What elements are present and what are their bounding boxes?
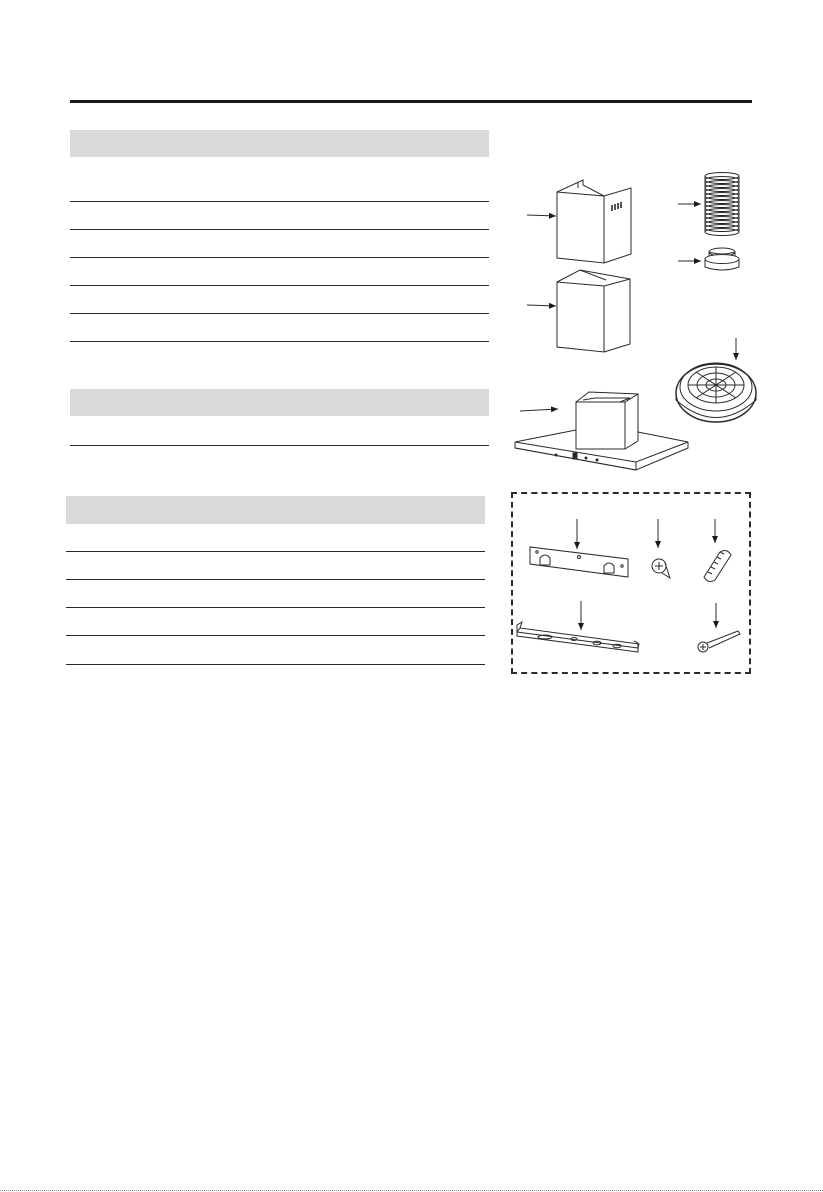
wall-bracket-icon [530, 547, 628, 577]
exhaust-hose-icon [705, 173, 739, 236]
long-screw-icon [698, 631, 740, 652]
screw-icon [652, 559, 670, 578]
wall-plug-icon [704, 551, 731, 582]
hood-body-icon [515, 392, 688, 470]
arrow-icon [527, 215, 556, 216]
upper-chimney-icon [557, 180, 631, 263]
arrow-icon [520, 409, 558, 411]
page-edge [0, 1190, 823, 1191]
carbon-filter-icon [676, 363, 756, 422]
lower-chimney-icon [557, 270, 630, 352]
arrow-icon [527, 305, 556, 306]
support-bracket-icon [517, 622, 639, 652]
duct-adapter-icon [705, 248, 739, 270]
